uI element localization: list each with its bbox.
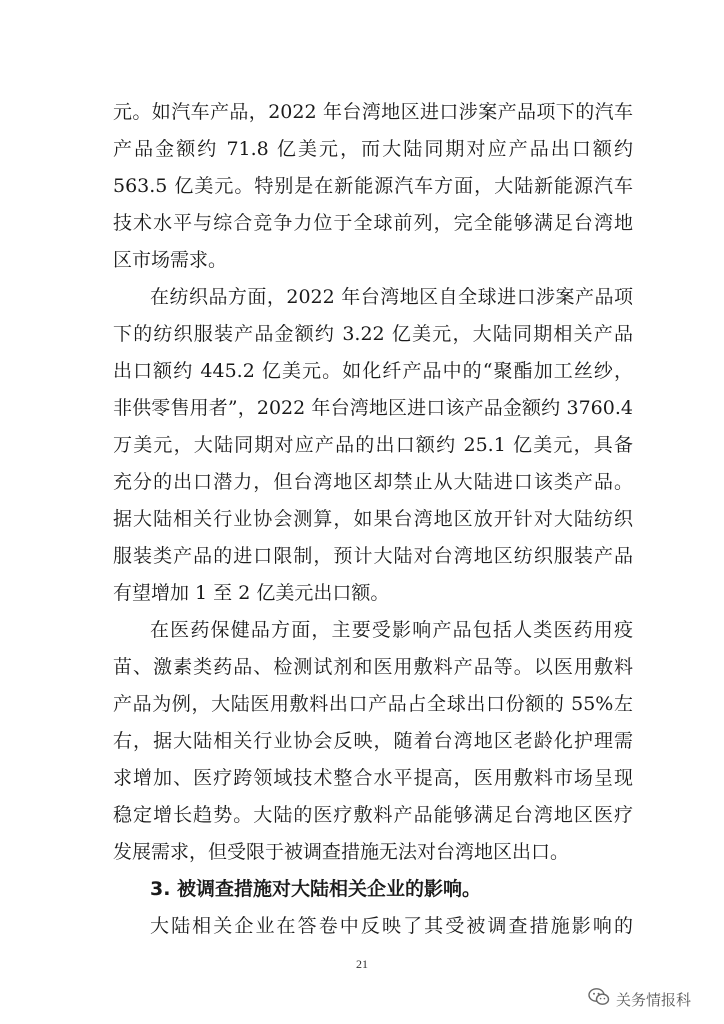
text-line: 充分的出口潜力，但台湾地区却禁止从大陆进口该类产品。 [113,471,633,493]
page-number: 21 [356,957,368,971]
section-heading: 3. 被调查措施对大陆相关企业的影响。 [150,878,482,900]
text-line: 563.5 亿美元。特别是在新能源汽车方面，大陆新能源汽车 [113,175,633,197]
watermark [588,987,691,1011]
text-line: 据大陆相关行业协会测算，如果台湾地区放开针对大陆纺织 [113,508,633,530]
text-line: 区市场需求。 [113,249,228,271]
text-line: 万美元，大陆同期对应产品的出口额约 25.1 亿美元，具备 [113,434,633,456]
text-line: 大陆相关企业在答卷中反映了其受被调查措施影响的 [150,915,633,937]
text-line: 产品金额约 71.8 亿美元，而大陆同期对应产品出口额约 [113,138,633,160]
text-line: 产品为例，大陆医用敷料出口产品占全球出口份额的 55%左 [113,693,633,715]
text-line: 服装类产品的进口限制，预计大陆对台湾地区纺织服装产品 [113,545,633,567]
text-line: 元。如汽车产品，2022 年台湾地区进口涉案产品项下的汽车 [113,101,633,123]
text-line: 技术水平与综合竞争力位于全球前列，完全能够满足台湾地 [113,212,633,234]
text-line: 出口额约 445.2 亿美元。如化纤产品中的“聚酯加工丝纱， [113,360,633,382]
text-line: 有望增加 1 至 2 亿美元出口额。 [113,582,390,604]
text-line: 稳定增长趋势。大陆的医疗敷料产品能够满足台湾地区医疗 [113,804,633,826]
watermark-text: 关务情报科 [616,990,692,1009]
text-line: 在纺织品方面，2022 年台湾地区自全球进口涉案产品项 [150,286,633,308]
text-line: 下的纺织服装产品金额约 3.22 亿美元，大陆同期相关产品 [113,323,633,345]
text-line: 非供零售用者”，2022 年台湾地区进口该产品金额约 3760.4 [113,397,633,419]
wechat-icon [588,987,610,1011]
text-line: 发展需求，但受限于被调查措施无法对台湾地区出口。 [113,841,570,863]
text-line: 苗、激素类药品、检测试剂和医用敷料产品等。以医用敷料 [113,656,633,678]
text-line: 右，据大陆相关行业协会反映，随着台湾地区老龄化护理需 [113,730,633,752]
text-line: 求增加、医疗跨领域技术整合水平提高，医用敷料市场呈现 [113,767,633,789]
text-line: 在医药保健品方面，主要受影响产品包括人类医药用疫 [150,619,633,641]
